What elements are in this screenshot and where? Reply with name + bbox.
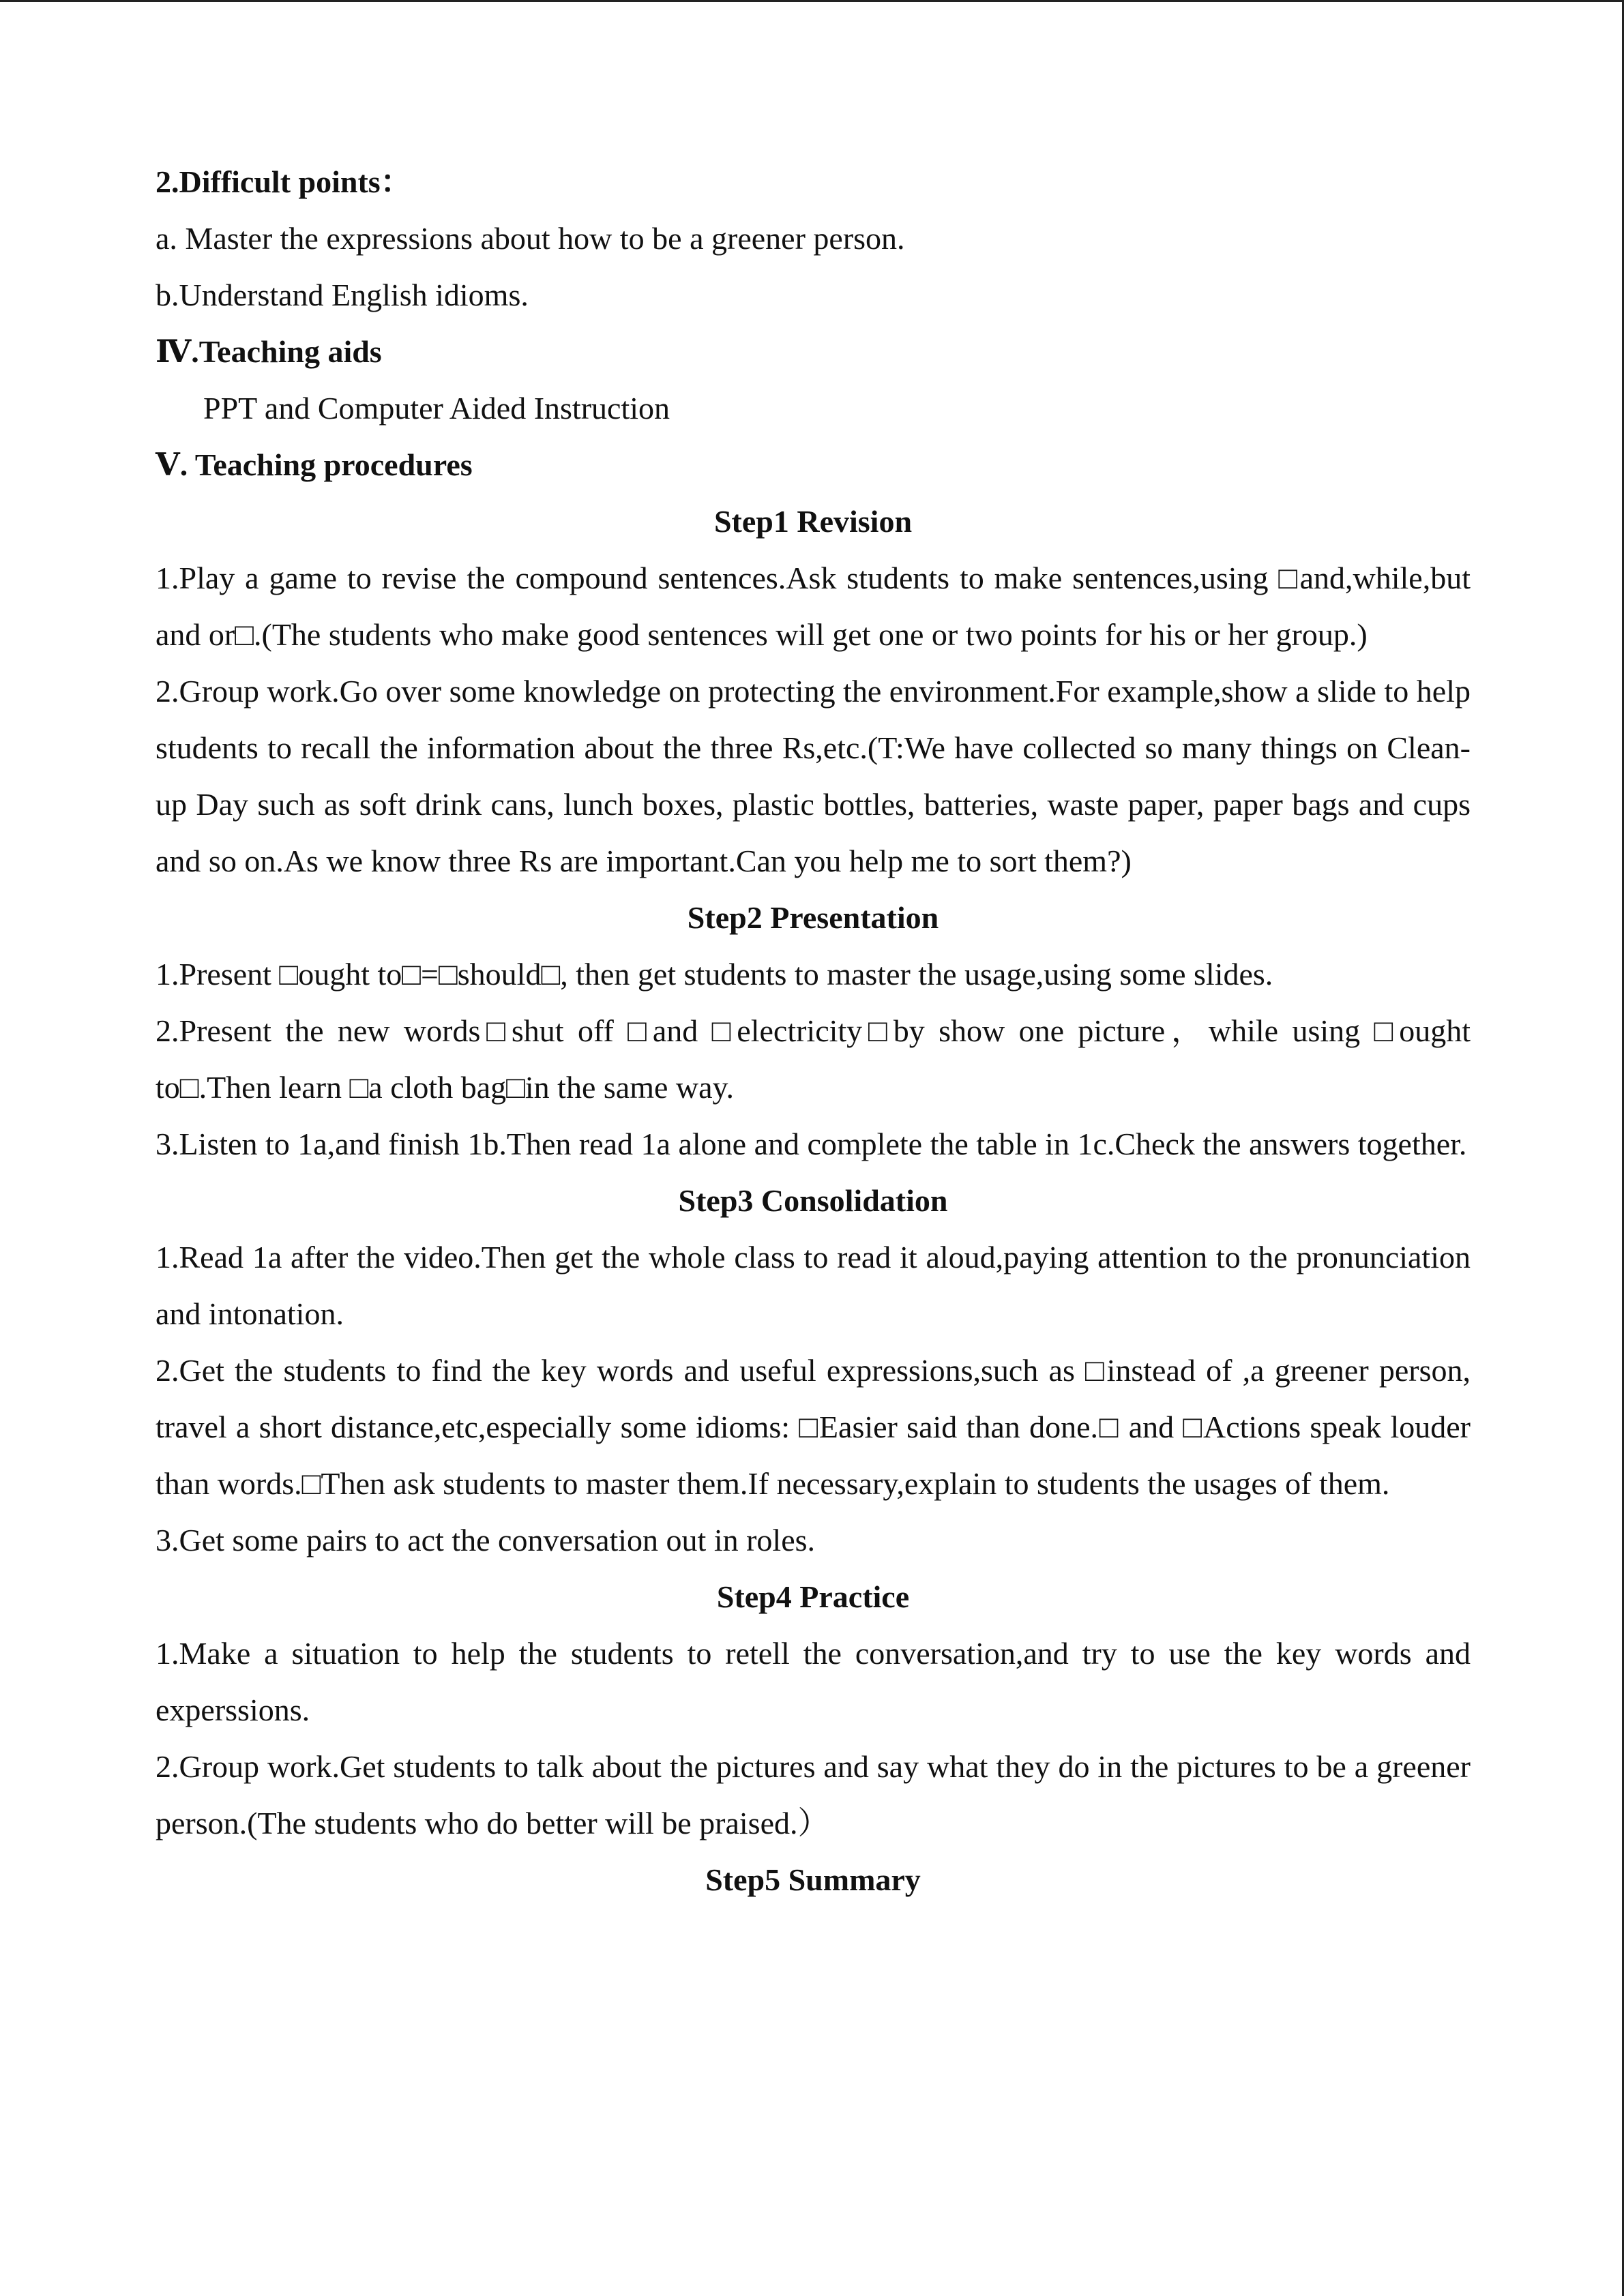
teaching-aids-heading: Ⅳ.Teaching aids bbox=[156, 334, 382, 369]
step1-title: Step1 Revision bbox=[713, 504, 913, 539]
step5-title: Step5 Summary bbox=[705, 1862, 921, 1897]
step3-paragraph-1: 1.Read 1a after the video.Then get the whole class to read it aloud,paying attention to the pronunciation and intonation. bbox=[156, 1240, 1471, 1331]
difficult-points-heading: 2.Difficult points： bbox=[156, 164, 412, 199]
teaching-aids-text: PPT and Computer Aided Instruction bbox=[203, 391, 670, 426]
document-page bbox=[156, 153, 1471, 1908]
step4-title: Step4 Practice bbox=[716, 1579, 910, 1614]
difficult-point-a: a. Master the expressions about how to be a greener person. bbox=[156, 221, 905, 256]
step3-paragraph-3: 3.Get some pairs to act the conversation out in roles. bbox=[156, 1523, 816, 1557]
difficult-point-b: b.Understand English idioms. bbox=[156, 278, 529, 312]
page-top-border bbox=[0, 0, 1624, 2]
step2-paragraph-3: 3.Listen to 1a,and finish 1b.Then read 1a alone and complete the table in 1c.Check the answers together. bbox=[156, 1127, 1467, 1161]
step3-title: Step3 Consolidation bbox=[678, 1183, 948, 1218]
step1-paragraph-2: 2.Group work.Go over some knowledge on protecting the environment.For example,show a slide to help students to recall the information about the three Rs,etc.(T:We have collected so many things on Clean-up Day such as soft drink cans, lunch boxes, plastic bottles, batteries, waste paper, paper bags and cups and so on.As we know three Rs are important.Can you help me to sort them?) bbox=[156, 674, 1471, 878]
step2-paragraph-2: 2.Present the new words□shut off □and □electricity□by show one picture，while using □ought to□.Then learn □a cloth bag□in the same way. bbox=[156, 1013, 1471, 1105]
step4-paragraph-1: 1.Make a situation to help the students to retell the conversation,and try to use the key words and experssions. bbox=[156, 1636, 1471, 1727]
step3-paragraph-2: 2.Get the students to find the key words and useful expressions,such as □instead of ,a greener person, travel a short distance,etc,especially some idioms: □Easier said than done.□ and □Actions speak louder than words.□Then ask students to master them.If necessary,explain to students the usages of them. bbox=[156, 1353, 1471, 1501]
step1-paragraph-1: 1.Play a game to revise the compound sentences.Ask students to make sentences,using □and,while,but and or□.(The students who make good sentences will get one or two points for his or her group.) bbox=[156, 561, 1471, 652]
teaching-procedures-heading: Ⅴ. Teaching procedures bbox=[156, 447, 473, 482]
step2-title: Step2 Presentation bbox=[687, 900, 939, 935]
step4-paragraph-2: 2.Group work.Get students to talk about the pictures and say what they do in the pictures to be a greener person.(The students who do better will be praised.） bbox=[156, 1749, 1471, 1840]
step2-paragraph-1: 1.Present □ought to□=□should□, then get students to master the usage,using some slides. bbox=[156, 957, 1273, 992]
